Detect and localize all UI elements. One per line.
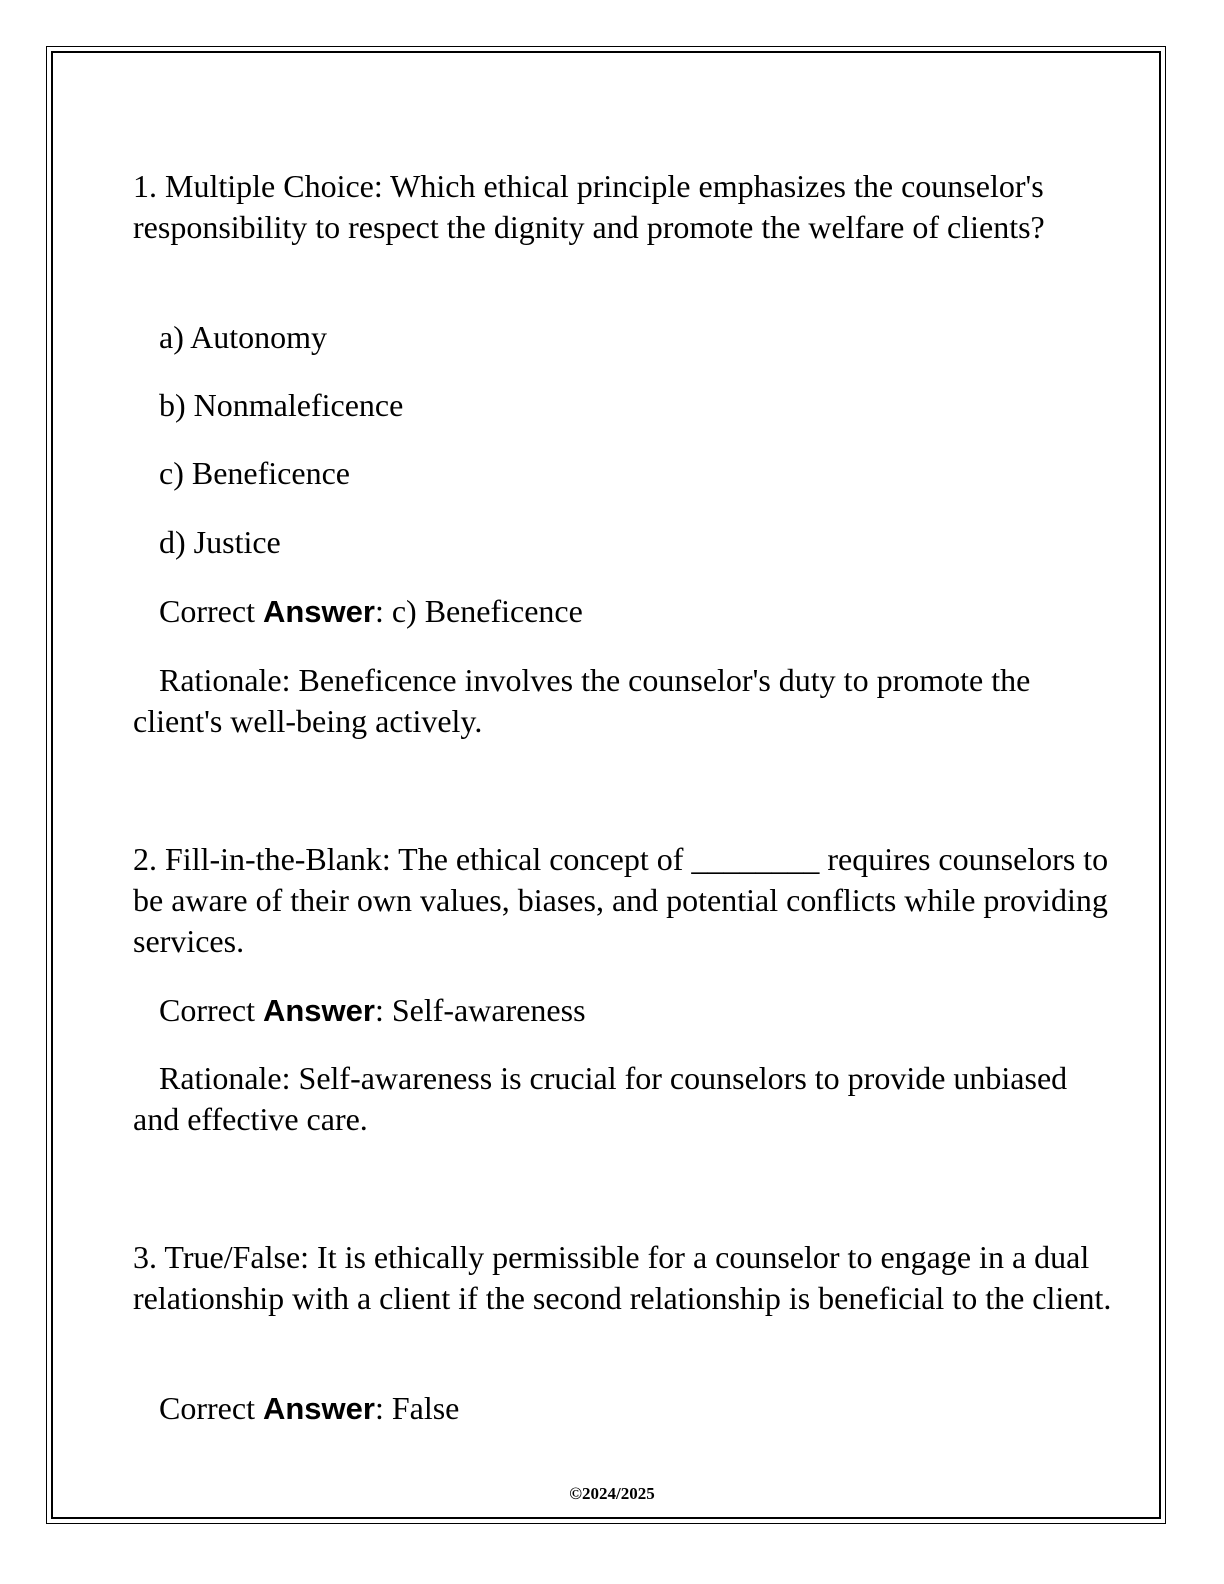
question-1-option-a: a) Autonomy: [159, 319, 327, 355]
question-3-prompt: 3. True/False: It is ethically permissible for a counselor to engage in a dual relationship with a client if the second relationship is beneficial to the client.: [133, 1239, 1112, 1316]
question-1-correct-answer: [133, 591, 1113, 632]
question-1-option-b: b) Nonmaleficence: [159, 387, 404, 423]
question-2-correct-answer: [133, 990, 1113, 1031]
answer-prefix: Correct: [159, 992, 263, 1028]
answer-label: Answer: [262, 1391, 375, 1426]
question-1-option-d: d) Justice: [159, 524, 281, 560]
question-2-rationale: Rationale: Self-awareness is crucial for counselors to provide unbiased and effective care.: [133, 1060, 1068, 1137]
question-1-prompt: 1. Multiple Choice: Which ethical principle emphasizes the counselor's responsibility to respect the dignity and promote the welfare of clients?: [133, 168, 1045, 245]
question-1-option-c: c) Beneficence: [159, 455, 350, 491]
answer-label: Answer: [262, 594, 375, 629]
question-3-correct-answer: [133, 1388, 1113, 1429]
copyright-footer: ©2024/2025: [569, 1484, 655, 1503]
answer-prefix: Correct: [159, 593, 263, 629]
answer-value: : Self-awareness: [374, 992, 586, 1028]
question-1-rationale: Rationale: Beneficence involves the counselor's duty to promote the client's well-being actively.: [133, 662, 1031, 739]
answer-value: : c) Beneficence: [374, 593, 583, 629]
question-2-prompt: 2. Fill-in-the-Blank: The ethical concept of ________ requires counselors to be aware of their own values, biases, and potential conflicts while providing services.: [133, 841, 1109, 959]
answer-value: : False: [374, 1390, 460, 1426]
answer-label: Answer: [262, 993, 375, 1028]
answer-prefix: Correct: [159, 1390, 263, 1426]
